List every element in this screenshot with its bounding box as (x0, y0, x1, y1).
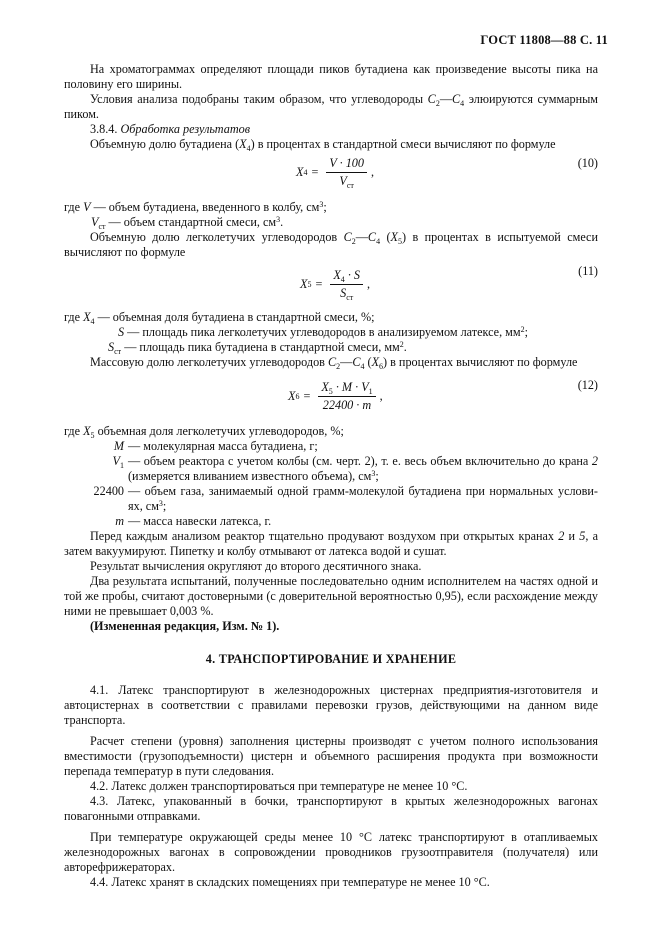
paragraph-4-3: 4.3. Латекс, упакованный в бочки, транспортируют в крытых железнодорожных вагонах повагонными отправками. (64, 794, 598, 823)
paragraph-butadiene-volume-fraction: Объемную долю бутадиена $(X_4)$ в процентах в стандартной смеси вычисляют по формуле (90, 137, 556, 153)
paragraph-amendment-note: (Измененная редакция, Изм. № 1). (90, 619, 280, 633)
formula-number-11: (11) (578, 264, 598, 278)
formula-11: X 5 = $\frac{X_4 \cdot S}{S_{ст}}$ , (11) (300, 264, 598, 302)
definition-row: S — площадь пика легколетучих углеводородов в анализируемом латексе, $мм^2$; (118, 325, 528, 339)
paragraph-reliability: Два результата испытаний, полученные последовательно одним исполнителем на частях одной и той же пробы, считают достоверными (с доверительной вероятностью 0,95), если расхождение между ними не превышает 0,003 %. (64, 574, 598, 618)
paragraph-4-2: 4.2. Латекс должен транспортироваться при температуре не менее 10 °С. (90, 779, 468, 793)
definitions-10 (64, 200, 598, 230)
definition-row: 22400 — объем газа, занимаемый одной грамм-молекулой бутадиена при нормальных услови-ях, $см^3$; (93, 484, 598, 513)
definition-row: $S_{ст}$ — площадь пика бутадиена в стандартной смеси, $мм^2$. (108, 340, 407, 356)
definitions-12 (64, 424, 598, 529)
page-content (64, 62, 598, 890)
formula-10: X 4 = $\frac{V \cdot 100}{V_{ст}}$ , (10) (296, 156, 598, 190)
definition-row: где V — объем бутадиена, введенного в колбу, $см^3$; (64, 200, 327, 214)
paragraph-reactor-purge: Перед каждым анализом реактор тщательно продувают воздухом при открытых кранах 2 и 5, а затем вакуумируют. Пипетку и колбу отмывают от латекса водой и сушат. (64, 529, 599, 558)
definition-row: $V_1$ — объем реактора с учетом колбы (см. черт. 2), т. е. весь объем включительно до крана 2 (измеряется вливанием известного объема), $см^3$; (112, 454, 598, 483)
formula-number-10: (10) (577, 156, 598, 170)
definition-row: $V_{ст}$ — объем стандартной смеси, $см^3$. (91, 215, 284, 231)
paragraph-4-1-fill-level: Расчет степени (уровня) заполнения цистерны производят с учетом полного использования вместимости (грузоподъемности) цистерн и объемного расширения продукта при возможности перепада температур в пути следования. (64, 734, 598, 778)
definition-row: M — молекулярная масса бутадиена, г; (113, 439, 318, 453)
paragraph-analysis-conditions: Условия анализа подобраны таким образом, что углеводороды $C_2—C_4$ элюируются суммарным пиком. (64, 92, 598, 121)
page-header: ГОСТ 11808—88 С. 11 (480, 33, 608, 47)
paragraph-4-1: 4.1. Латекс транспортируют в железнодорожных цистернах предприятия-изготовителя и автоцистернах в соответствии с правилами перевозки грузов, действующими на данном виде транспорта. (64, 683, 598, 727)
section-4-title: 4. ТРАНСПОРТИРОВАНИЕ И ХРАНЕНИЕ (205, 652, 457, 666)
definition-row: m — масса навески латекса, г. (115, 514, 272, 528)
paragraph-volatile-volume-fraction: Объемную долю легколетучих углеводородов $C_2—C_4$ $(X_5)$ в процентах в испытуемой смеси вычисляют по формуле (64, 230, 598, 259)
paragraph-4-4: 4.4. Латекс хранят в складских помещениях при температуре не менее 10 °С. (90, 875, 490, 889)
paragraph-4-3-low-temperature: При температуре окружающей среды менее 10 °С латекс транспортируют в отапливаемых железнодорожных вагонах в сопровождении проводников грузоотправителя (получателя) или авторефрижераторах. (64, 830, 598, 874)
subsection-3-8-4: 3.8.4. Обработка результатов (90, 122, 251, 136)
formula-number-12: (12) (577, 378, 598, 392)
paragraph-peak-area: На хроматограммах определяют площади пиков бутадиена как произведение высоты пика на половину его ширины. (64, 62, 598, 91)
paragraph-rounding: Результат вычисления округляют до второго десятичного знака. (90, 559, 422, 573)
definitions-11 (64, 310, 598, 355)
definition-row: где $X_5$ объемная доля легколетучих углеводородов, %; (64, 424, 344, 440)
formula-12: X 6 = $\frac{X_5 \cdot M \cdot V_1}{22400 \cdot m}$ , (12) (288, 378, 598, 412)
definition-row: где $X_4$ — объемная доля бутадиена в стандартной смеси, %; (64, 310, 375, 326)
paragraph-volatile-mass-fraction: Массовую долю легколетучих углеводородов $C_2—C_4$ $(X_6)$ в процентах вычисляют по формуле (90, 355, 578, 371)
